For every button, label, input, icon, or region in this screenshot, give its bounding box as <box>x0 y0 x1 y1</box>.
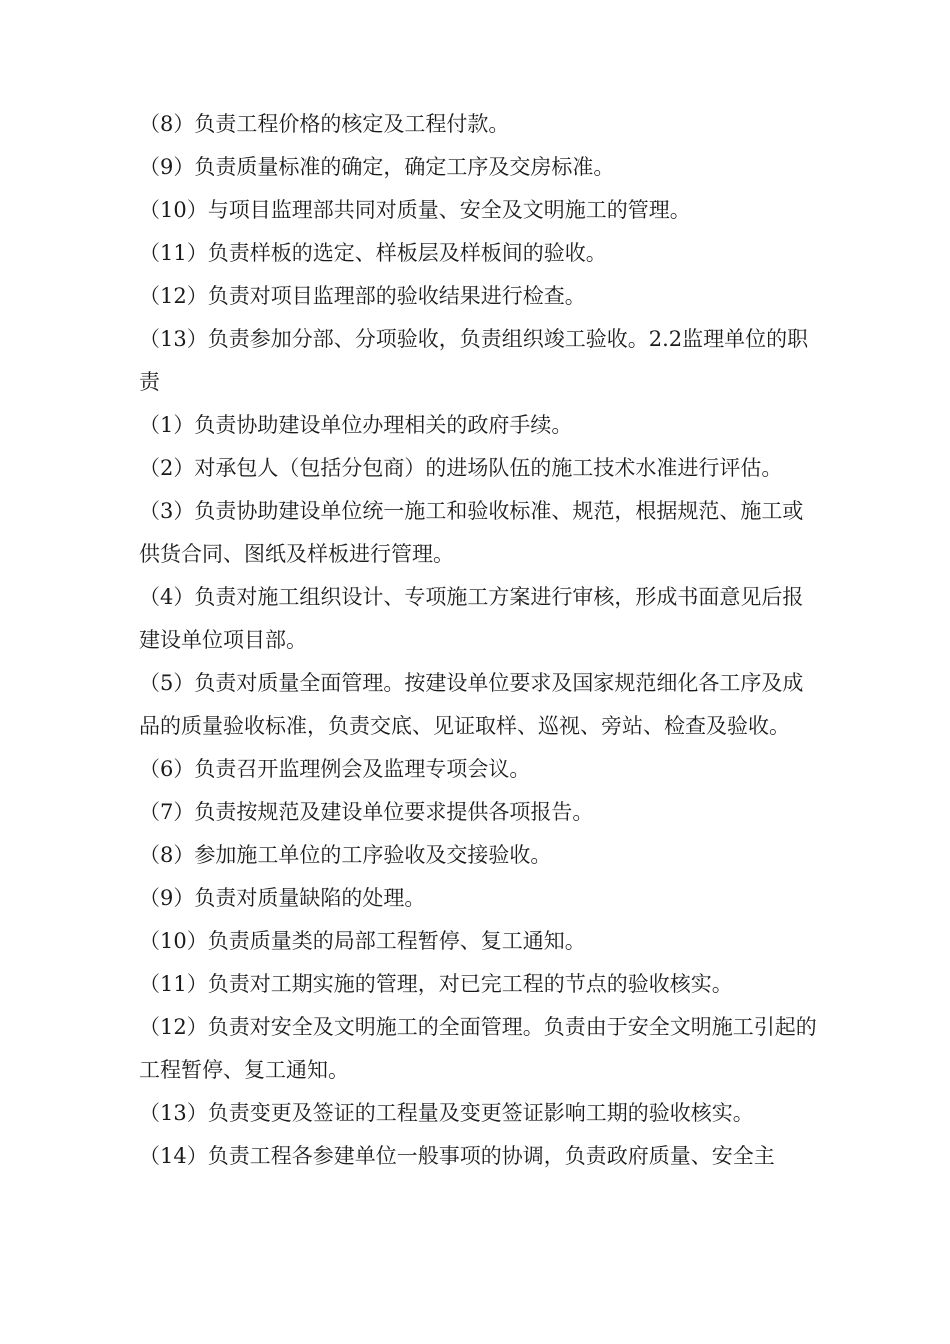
paragraph-supervisor-3: （3）负责协助建设单位统一施工和验收标准、规范，根据规范、施工或供货合同、图纸及样板进行管理。 <box>139 499 804 566</box>
paragraph-supervisor-2: （2）对承包人（包括分包商）的进场队伍的施工技术水准进行评估。 <box>139 456 783 480</box>
paragraph-supervisor-1: （1）负责协助建设单位办理相关的政府手续。 <box>139 413 573 437</box>
paragraph-supervisor-6: （6）负责召开监理例会及监理专项会议。 <box>139 757 531 781</box>
paragraph-supervisor-10: （10）负责质量类的局部工程暂停、复工通知。 <box>139 929 586 953</box>
paragraph-supervisor-13: （13）负责变更及签证的工程量及变更签证影响工期的验收核实。 <box>139 1101 754 1125</box>
paragraph-owner-11: （11）负责样板的选定、样板层及样板间的验收。 <box>139 241 607 265</box>
paragraph-owner-13: （13）负责参加分部、分项验收，负责组织竣工验收。2.2监理单位的职责 <box>139 327 809 394</box>
paragraph-supervisor-7: （7）负责按规范及建设单位要求提供各项报告。 <box>139 800 594 824</box>
paragraph-supervisor-5: （5）负责对质量全面管理。按建设单位要求及国家规范细化各工序及成品的质量验收标准，负责交底、见证取样、巡视、旁站、检查及验收。 <box>139 671 804 738</box>
paragraph-supervisor-14: （14）负责工程各参建单位一般事项的协调，负责政府质量、安全主 <box>139 1144 775 1168</box>
paragraph-owner-8: （8）负责工程价格的核定及工程付款。 <box>139 112 510 136</box>
paragraph-supervisor-12: （12）负责对安全及文明施工的全面管理。负责由于安全文明施工引起的工程暂停、复工通知。 <box>139 1015 817 1082</box>
document-body <box>139 103 821 1178</box>
paragraph-owner-9: （9）负责质量标准的确定，确定工序及交房标准。 <box>139 155 615 179</box>
paragraph-owner-12: （12）负责对项目监理部的验收结果进行检查。 <box>139 284 586 308</box>
paragraph-supervisor-11: （11）负责对工期实施的管理，对已完工程的节点的验收核实。 <box>139 972 733 996</box>
paragraph-supervisor-8: （8）参加施工单位的工序验收及交接验收。 <box>139 843 552 867</box>
paragraph-supervisor-9: （9）负责对质量缺陷的处理。 <box>139 886 426 910</box>
paragraph-owner-10: （10）与项目监理部共同对质量、安全及文明施工的管理。 <box>139 198 691 222</box>
paragraph-supervisor-4: （4）负责对施工组织设计、专项施工方案进行审核，形成书面意见后报建设单位项目部。 <box>139 585 804 652</box>
